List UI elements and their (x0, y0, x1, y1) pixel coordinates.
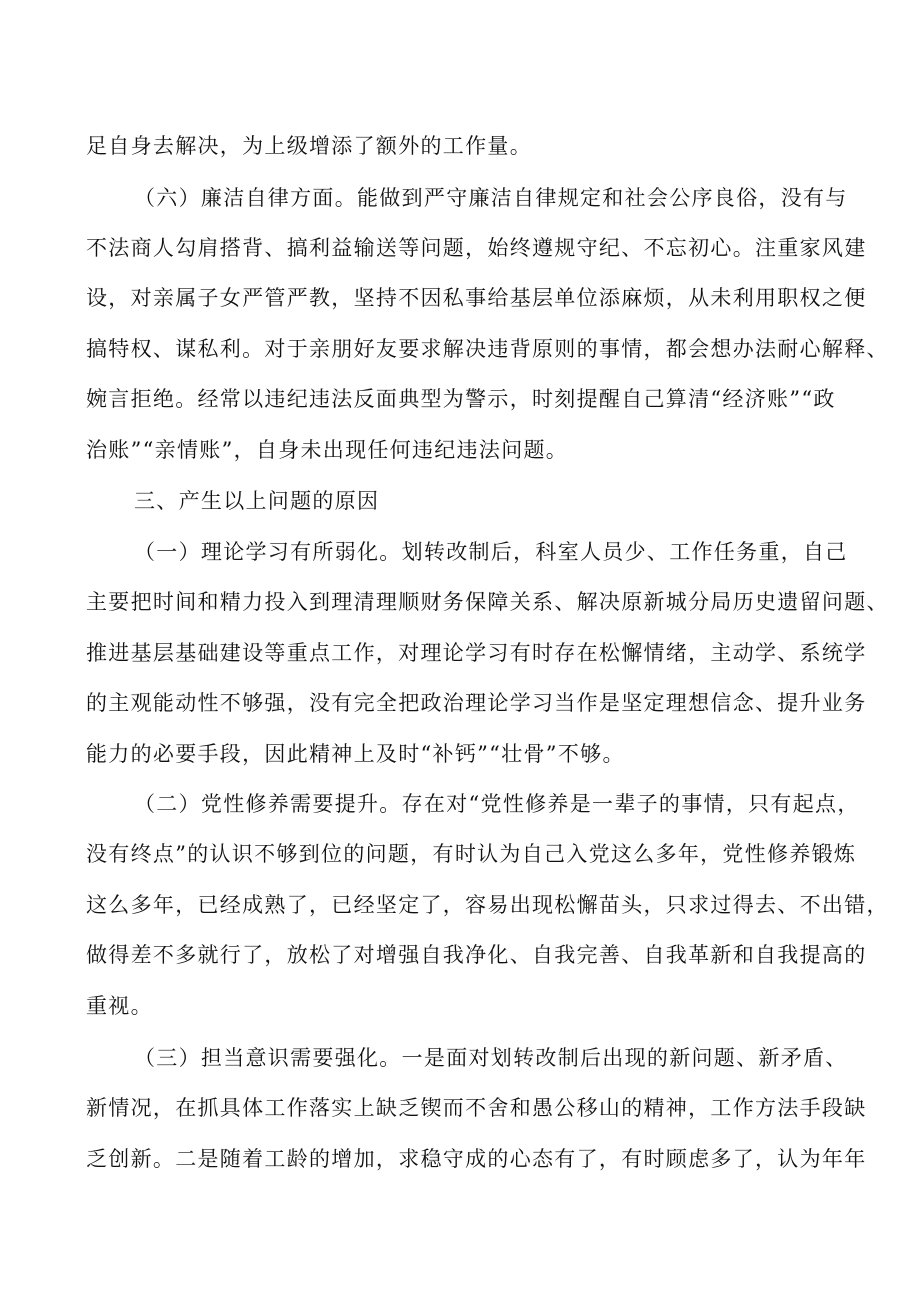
text-line: （二）党性修养需要提升。存在对“党性修养是一辈子的事情，只有起点， (134, 792, 860, 816)
text-line: 做得差不多就行了，放松了对增强自我净化、自我完善、自我革新和自我提高的 (86, 943, 867, 967)
text-line: 能力的必要手段，因此精神上及时“补钙”“壮骨”不够。 (86, 742, 625, 766)
text-line: 设，对亲属子女严管严教，坚持不因私事给基层单位添麻烦，从未利用职权之便 (86, 286, 867, 310)
text-line: （一）理论学习有所弱化。划转改制后，科室人员少、工作任务重，自己 (134, 540, 848, 564)
text-line: 没有终点”的认识不够到位的问题，有时认为自己入党这么多年，党性修养锻炼 (86, 842, 857, 866)
text-line: 不法商人勾肩搭背、搞利益输送等问题，始终遵规守纪、不忘初心。注重家风建 (86, 236, 867, 260)
text-line: 新情况，在抓具体工作落实上缺乏锲而不舍和愚公移山的精神，工作方法手段缺 (86, 1096, 867, 1120)
text-line: 推进基层基础建设等重点工作，对理论学习有时存在松懈情绪，主动学、系统学 (86, 641, 867, 665)
text-line: （六）廉洁自律方面。能做到严守廉洁自律规定和社会公序良俗，没有与 (134, 186, 848, 210)
text-line: （三）担当意识需要强化。一是面对划转改制后出现的新问题、新矛盾、 (134, 1046, 848, 1070)
text-line: 这么多年，已经成熟了，已经坚定了，容易出现松懈苗头，只求过得去、不出错， (86, 893, 889, 917)
text-line: 治账”“亲情账”，自身未出现任何违纪违法问题。 (86, 438, 569, 462)
text-line: 重视。 (86, 994, 153, 1018)
text-line: 婉言拒绝。经常以违纪违法反面典型为警示，时刻提醒自己算清“经济账”“政 (86, 387, 836, 411)
text-line: 主要把时间和精力投入到理清理顺财务保障关系、解决原新城分局历史遗留问题、 (86, 590, 889, 614)
text-line: 乏创新。二是随着工龄的增加，求稳守成的心态有了，有时顾虑多了，认为年年 (86, 1147, 867, 1171)
text-line: 足自身去解决，为上级增添了额外的工作量。 (86, 134, 532, 158)
text-line: 搞特权、谋私利。对于亲朋好友要求解决违背原则的事情，都会想办法耐心解释、 (86, 337, 889, 361)
text-line: 的主观能动性不够强，没有完全把政治理论学习当作是坚定理想信念、提升业务 (86, 691, 867, 715)
section-heading: 三、产生以上问题的原因 (134, 489, 380, 513)
